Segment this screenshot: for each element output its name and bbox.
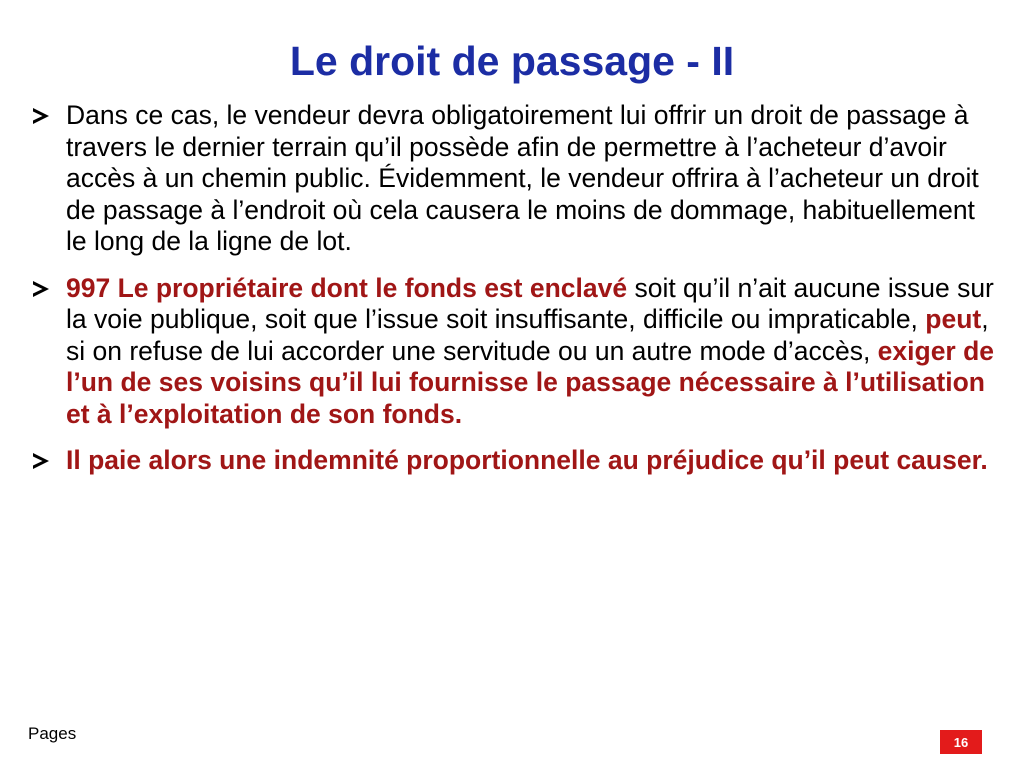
bullet-list [30, 100, 1000, 492]
page-number-badge: 16 [940, 730, 982, 754]
bullet-text: , si on refuse de lui accorder une servitude ou un autre mode d’accès, [66, 304, 989, 366]
emphasis-text: Il paie alors une indemnité proportionnelle au préjudice qu’il peut causer. [66, 445, 988, 475]
bullet-item [30, 273, 1000, 431]
arrow-bullet-icon [30, 278, 52, 300]
bullet-text: soit qu’il n’ait aucune issue sur la voie publique, soit que l’issue soit insuffisante, difficile ou impraticable, [66, 272, 994, 334]
bullet-text: Dans ce cas, le vendeur devra obligatoirement lui offrir un droit de passage à travers le dernier terrain qu’il possède afin de permettre à l’acheteur d’avoir accès à un chemin public. Évidemment, le vendeur offrira à l’acheteur un droit de passage à l’endroit où cela causera le moins de dommage, habituellement le long de la ligne de lot. [66, 100, 979, 256]
arrow-bullet-icon [30, 450, 52, 472]
bullet-item [30, 445, 1000, 477]
bullet-item [30, 100, 1000, 258]
emphasis-text: exiger de l’un de ses voisins qu’il lui fournisse le passage nécessaire à l’utilisation et à l’exploitation de son fonds. [66, 335, 995, 429]
arrow-bullet-icon [30, 105, 52, 127]
article-reference: 997 Le propriétaire dont le fonds est enclavé [66, 272, 628, 303]
slide-title: Le droit de passage - II [289, 38, 735, 84]
footer-label: Pages [28, 724, 77, 743]
emphasis-text: peut [925, 304, 982, 334]
